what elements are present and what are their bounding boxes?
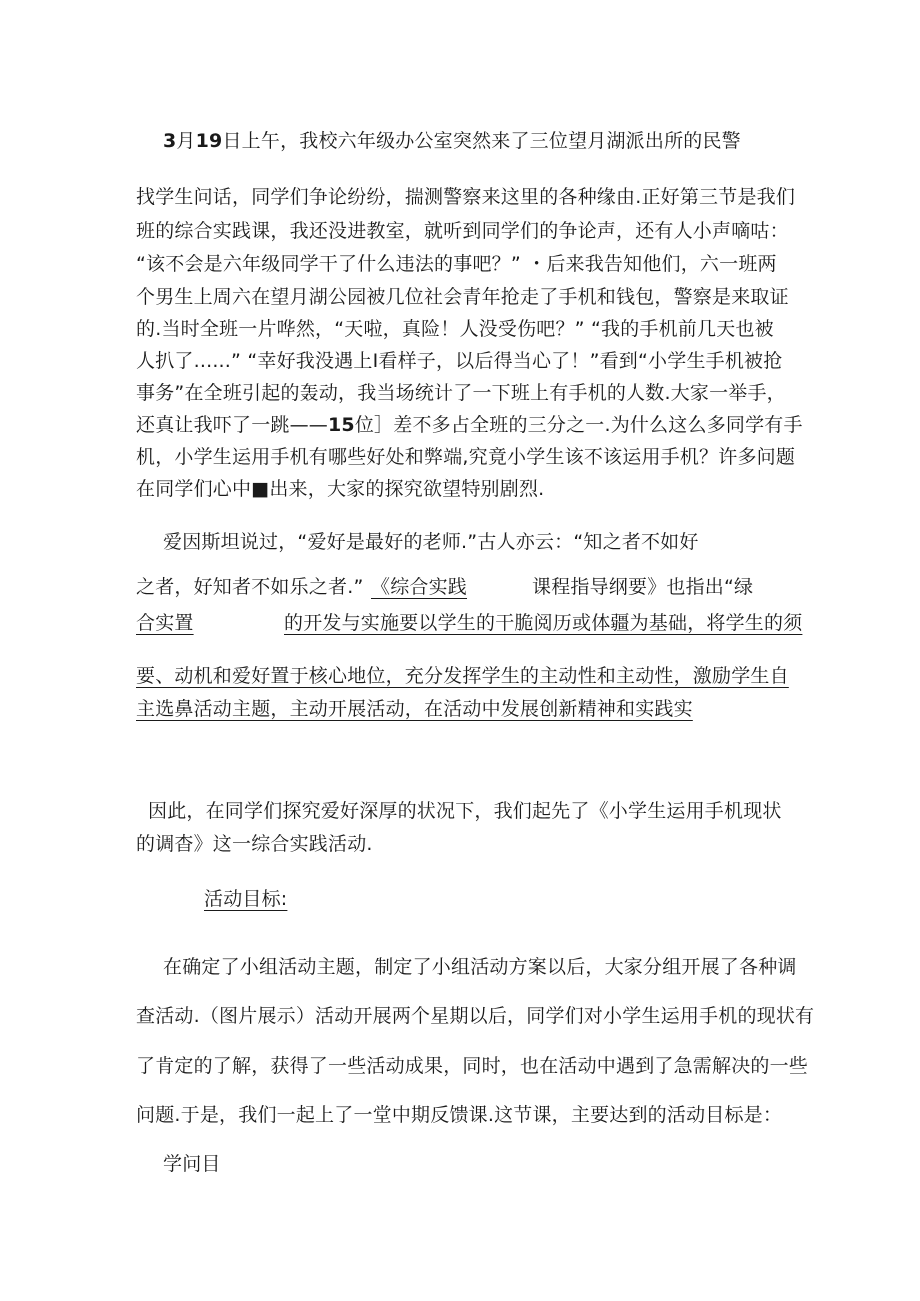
paragraph-2-line-3b: 的开发与实施要以学生的干脆阅历或体疆为基础，将学生的须: [284, 612, 803, 634]
phone-count-number: 15: [328, 414, 355, 436]
paragraph-2-line-2c: 课程指导纲要》也指出“绿: [532, 576, 754, 598]
paragraph-2-line-1: 爱因斯坦说过，“爱好是最好的老师.”古人亦云：“知之者不如好: [163, 531, 699, 553]
date-month-number: 3: [163, 130, 177, 152]
date-month-char: 月: [176, 130, 196, 152]
paragraph-2-line-3a: 合实置: [136, 612, 194, 634]
paragraph-2-line-4: 要、动机和爱好置于核心地位，充分发挥学生的主动性和主动性，激励学生自: [136, 665, 789, 687]
date-day-number: 19: [195, 130, 223, 152]
paragraph-1-line-3: 班的综合实践课，我还没进教室，就听到同学们的争论声，还有人小声嘀咕：: [136, 220, 789, 242]
paragraph-1-line-5: 个男生上周六在望月湖公园被几位社会青年抢走了手机和钱包，警察是来取证: [136, 286, 789, 308]
paragraph-1-line-4: “该不会是六年级同学干了什么违法的事吧？” ・后来我告知他们，六一班两: [136, 253, 777, 275]
paragraph-1-line-8: 事务”在全班引起的轰动，我当场统计了一下班上有手机的人数.大家一举手，: [136, 382, 786, 404]
paragraph-2-line-2b: 《综合实践: [371, 576, 468, 598]
paragraph-3-line-2: 的调杳》这一综合实践活动.: [136, 833, 373, 855]
paragraph-4-line-3: 了肯定的了解，获得了一些活动成果，同时，也在活动中遇到了急需解决的一些: [136, 1055, 809, 1077]
paragraph-4-line-2: 查活动.（图片展示）活动开展两个星期以后，同学们对小学生运用手机的现状有: [136, 1005, 815, 1027]
paragraph-1-line-10: 机，小学生运用手机有哪些好处和弊端,究竟小学生该不该运用手机？许多问题: [136, 446, 796, 468]
section-heading-activity-goals: 活动目标:: [204, 888, 288, 910]
paragraph-5-line-1: 学问目: [163, 1153, 221, 1175]
paragraph-3-line-1: 因此，在同学们探究爱好深厚的状况下，我们起先了《小学生运用手机现状: [148, 800, 782, 822]
paragraph-1-line-11: 在同学们心中■出来，大家的探究欲望特别剧烈.: [136, 478, 545, 500]
paragraph-1-line-9-c: 位］差不多占全班的三分之一.为什么这么多同学有手: [354, 414, 803, 436]
paragraph-1-line-2: 找学生问话，同学们争论纷纷，揣测警察来这里的各种缘由.正好第三节是我们: [136, 186, 796, 208]
paragraph-1-line-1: [163, 128, 741, 154]
paragraph-1-line-1-text: 日上午，我校六年级办公室突然来了三位望月湖派出所的民警: [222, 130, 741, 152]
paragraph-1-line-7: 人扒了......” “幸好我没遇上I看样子，以后得当心了！”看到“小学生手机被抢: [136, 350, 783, 372]
paragraph-1-line-6: 的.当时全班一片哗然，“天啦，真险！人没受伤吧？” “我的手机前几天也被: [136, 318, 774, 340]
paragraph-2-line-5: 主选鼻活动主题，主动开展活动，在活动中发展创新精神和实践实: [136, 698, 693, 720]
paragraph-4-line-4: 问题.于是，我们一起上了一堂中期反馈课.这节课，主要达到的活动目标是：: [136, 1104, 783, 1126]
paragraph-4-line-1: 在确定了小组活动主题，制定了小组活动方案以后，大家分组开展了各种调: [163, 956, 797, 978]
paragraph-2-line-2a: 之者，好知者不如乐之者.”: [136, 576, 364, 598]
paragraph-1-line-9: [136, 412, 803, 438]
paragraph-1-line-9-a: 还真让我吓了一跳——: [136, 414, 329, 436]
